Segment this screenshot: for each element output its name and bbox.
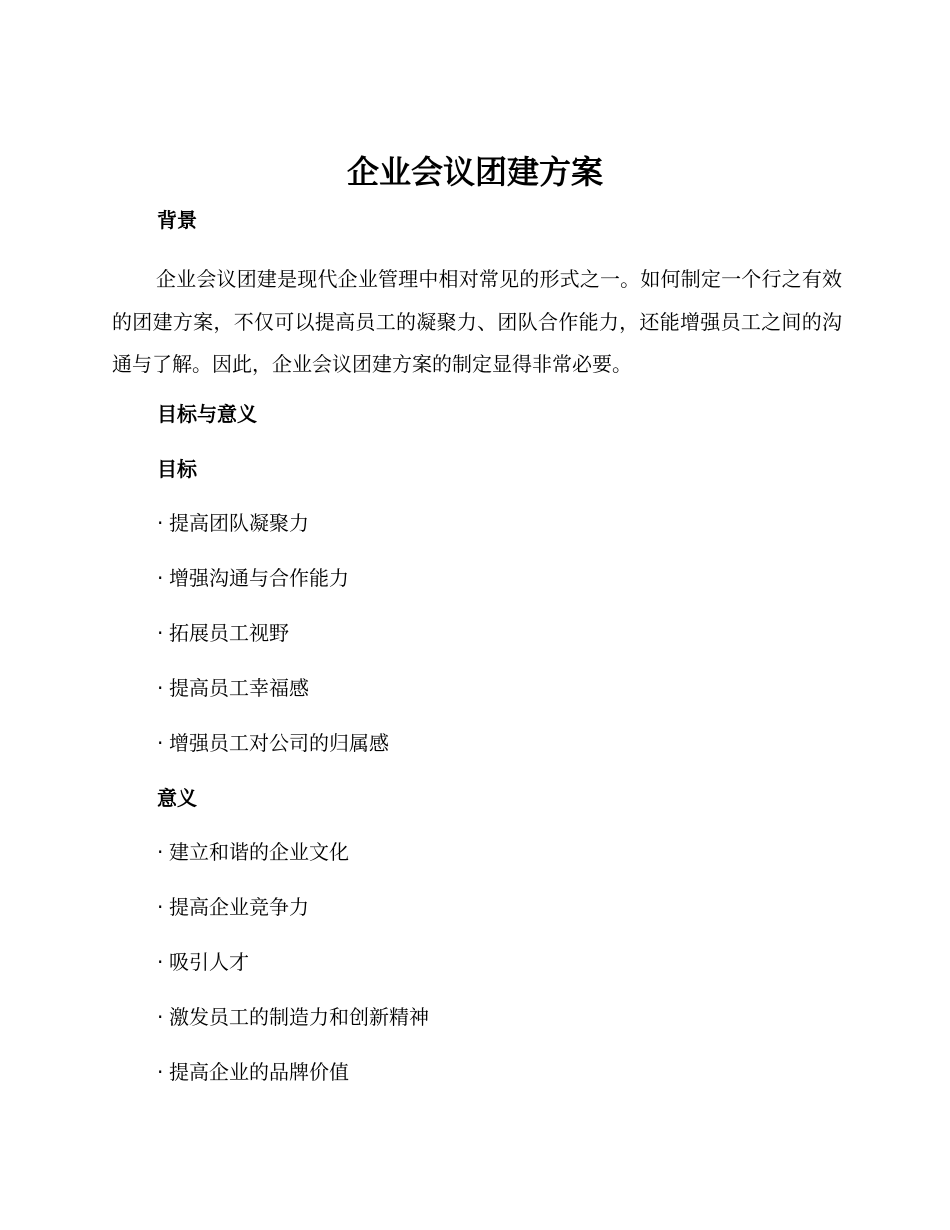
bullet: ·: [157, 895, 164, 919]
list-item: [157, 674, 389, 729]
bullet: ·: [157, 840, 164, 864]
background-paragraph: 企业会议团建是现代企业管理中相对常见的形式之一。如何制定一个行之有效的团建方案，不仅可以提高员工的凝聚力、团队合作能力，还能增强员工之间的沟通与了解。因此，企业会议团建方案的制定显得非常必要。: [112, 267, 842, 376]
list-item-text: 吸引人才: [169, 950, 249, 974]
bullet: ·: [157, 621, 164, 645]
bullet: ·: [157, 950, 164, 974]
bullet: ·: [157, 511, 164, 535]
goals-list: [157, 509, 389, 784]
list-item: [157, 729, 389, 784]
list-item: [157, 948, 429, 1003]
bullet: ·: [157, 731, 164, 755]
document-title: 企业会议团建方案: [346, 153, 603, 191]
list-item-text: 拓展员工视野: [169, 621, 289, 645]
meaning-heading: 意义: [157, 786, 197, 810]
list-item: [157, 509, 389, 564]
bullet: ·: [157, 1060, 164, 1084]
list-item: [157, 893, 429, 948]
list-item-text: 提高员工幸福感: [169, 676, 309, 700]
meaning-list: [157, 838, 429, 1113]
list-item: [157, 564, 389, 619]
list-item: [157, 1058, 429, 1113]
background-heading: 背景: [157, 208, 197, 232]
goals-heading: 目标: [157, 457, 197, 481]
bullet: ·: [157, 1005, 164, 1029]
bullet: ·: [157, 566, 164, 590]
list-item-text: 增强员工对公司的归属感: [169, 731, 389, 755]
list-item-text: 提高企业竞争力: [169, 895, 309, 919]
bullet: ·: [157, 676, 164, 700]
list-item: [157, 838, 429, 893]
list-item: [157, 1003, 429, 1058]
goals-and-meaning-heading: 目标与意义: [157, 402, 257, 426]
list-item: [157, 619, 389, 674]
list-item-text: 激发员工的制造力和创新精神: [169, 1005, 429, 1029]
list-item-text: 增强沟通与合作能力: [169, 566, 349, 590]
list-item-text: 提高企业的品牌价值: [169, 1060, 349, 1084]
list-item-text: 提高团队凝聚力: [169, 511, 309, 535]
list-item-text: 建立和谐的企业文化: [169, 840, 349, 864]
